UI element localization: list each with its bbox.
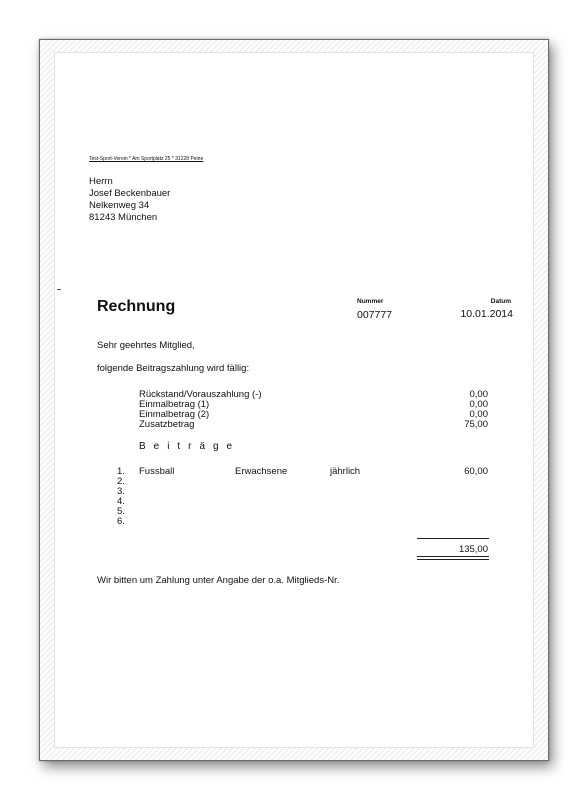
number-label: Nummer <box>357 298 384 305</box>
amount-value: 75,00 <box>464 419 488 430</box>
recipient-street: Nelkenweg 34 <box>89 200 150 211</box>
item-number: 4. <box>117 496 125 507</box>
item-period: jährlich <box>330 466 361 477</box>
number-value: 007777 <box>357 309 393 321</box>
date-value: 10.01.2014 <box>460 308 513 320</box>
date-label: Datum <box>490 298 511 305</box>
greeting: Sehr geehrtes Mitglied, <box>97 340 195 351</box>
section-label-beitraege: B e i t r ä g e <box>139 441 235 452</box>
amount-label: Einmalbetrag (2) <box>139 409 210 420</box>
amount-label: Einmalbetrag (1) <box>139 399 210 410</box>
item-number: 5. <box>117 506 125 517</box>
total-amount: 135,00 <box>458 544 488 555</box>
amount-value: 0,00 <box>469 399 488 410</box>
recipient-city: 81243 München <box>89 212 158 223</box>
item-number: 6. <box>117 516 125 527</box>
fold-mark <box>57 289 61 290</box>
recipient-name: Josef Beckenbauer <box>89 188 171 199</box>
item-number: 2. <box>117 476 125 487</box>
sender-line: Test-Sport-Verein * Am Sportplatz 25 * 31228 Peine <box>89 156 204 162</box>
amount-label: Rückstand/Vorauszahlung (-) <box>139 389 262 400</box>
amount-value: 0,00 <box>469 389 488 400</box>
item-category: Erwachsene <box>235 466 288 477</box>
item-number: 1. <box>117 466 125 477</box>
total-underline-1 <box>417 556 489 557</box>
amount-label: Zusatzbetrag <box>139 419 195 430</box>
closing-text: Wir bitten um Zahlung unter Angabe der o.a. Mitglieds-Nr. <box>97 575 340 586</box>
document-title: Rechnung <box>97 298 176 315</box>
item-sport: Fussball <box>139 466 175 477</box>
recipient-salutation: Herrn <box>89 176 113 187</box>
intro-text: folgende Beitragszahlung wird fällig: <box>97 363 250 374</box>
total-underline-2 <box>417 559 489 560</box>
amount-value: 0,00 <box>469 409 488 420</box>
item-amount: 60,00 <box>464 466 488 477</box>
item-number: 3. <box>117 486 125 497</box>
sum-rule-top <box>417 538 489 539</box>
